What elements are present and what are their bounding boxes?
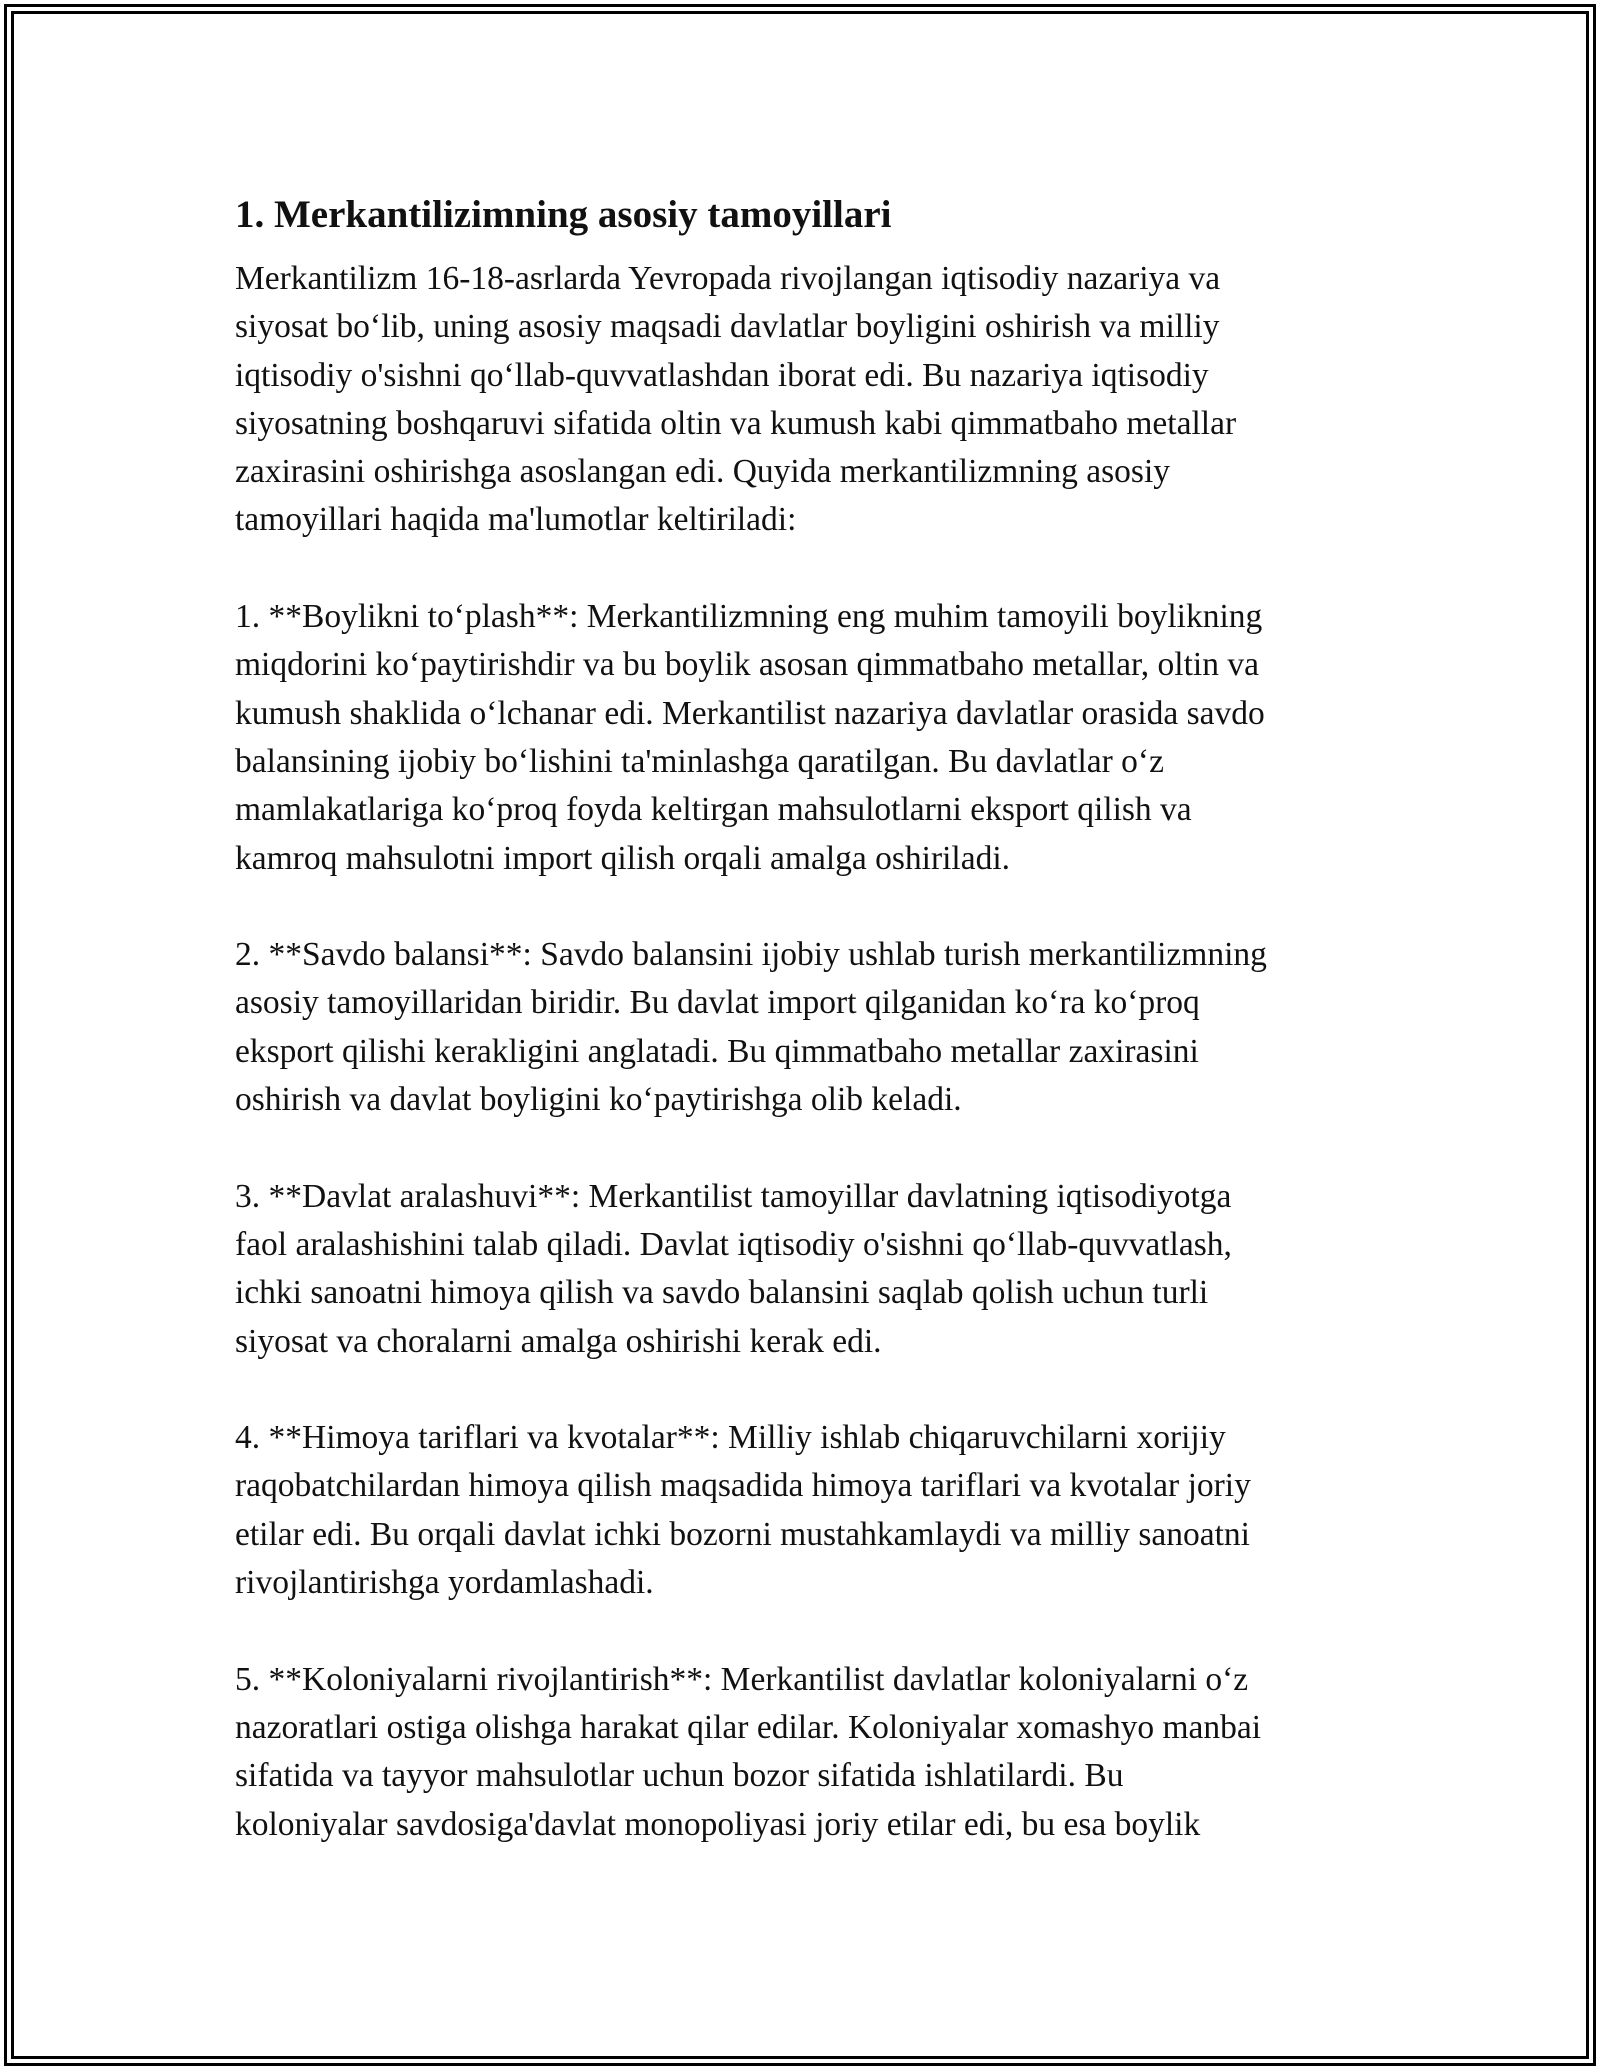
text-line: siyosat va choralarni amalga oshirishi kerak edi. [235, 1322, 882, 1360]
text-line: zaxirasini oshirishga asoslangan edi. Quyida merkantilizmning asosiy [235, 453, 1171, 491]
paragraph-state-intervention [235, 1173, 1375, 1366]
text-line: sifatida va tayyor mahsulotlar uchun bozor sifatida ishlatilardi. Bu [235, 1757, 1124, 1795]
document-body [235, 185, 1375, 1897]
text-line: faol aralashishini talab qiladi. Davlat iqtisodiy o'sishni qo‘llab-quvvatlash, [235, 1225, 1232, 1263]
text-line: siyosatning boshqaruvi sifatida oltin va kumush kabi qimmatbaho metallar [235, 404, 1237, 442]
text-line: tamoyillari haqida ma'lumotlar keltiriladi: [235, 501, 797, 539]
text-line: miqdorini ko‘paytirishdir va bu boylik asosan qimmatbaho metallar, oltin va [235, 646, 1259, 684]
text-line: Merkantilizm 16-18-asrlarda Yevropada rivojlangan iqtisodiy nazariya va [235, 260, 1221, 297]
text-line: oshirish va davlat boyligini ko‘paytirishga olib keladi. [235, 1081, 962, 1119]
text-line: 1. **Boylikni to‘plash**: Merkantilizmning eng muhim tamoyili boylikning [235, 598, 1263, 636]
section-heading: 1. Merkantilizimning asosiy tamoyillari [235, 193, 892, 236]
text-line: eksport qilishi kerakligini anglatadi. Bu qimmatbaho metallar zaxirasini [235, 1032, 1199, 1070]
text-line: koloniyalar savdosiga'davlat monopoliyasi joriy etilar edi, bu esa boylik [235, 1805, 1201, 1843]
text-line: 4. **Himoya tariflari va kvotalar**: Milliy ishlab chiqaruvchilarni xorijiy [235, 1419, 1226, 1457]
text-line: asosiy tamoyillaridan biridir. Bu davlat import qilganidan ko‘ra ko‘proq [235, 984, 1200, 1022]
text-line: 3. **Davlat aralashuvi**: Merkantilist tamoyillar davlatning iqtisodiyotga [235, 1177, 1232, 1215]
paragraph-wealth-accumulation [235, 593, 1375, 883]
text-line: raqobatchilardan himoya qilish maqsadida himoya tariflari va kvotalar joriy [235, 1467, 1251, 1505]
text-line: kamroq mahsulotni import qilish orqali amalga oshiriladi. [235, 839, 1011, 877]
text-line: ichki sanoatni himoya qilish va savdo balansini saqlab qolish uchun turli [235, 1274, 1209, 1312]
paragraph-colonies [235, 1656, 1375, 1849]
text-line: balansining ijobiy bo‘lishini ta'minlashga qaratilgan. Bu davlatlar o‘z [235, 742, 1164, 780]
text-line: 5. **Koloniyalarni rivojlantirish**: Merkantilist davlatlar koloniyalarni o‘z [235, 1660, 1249, 1698]
paragraph-protective-tariffs [235, 1414, 1375, 1607]
text-line: mamlakatlariga ko‘proq foyda keltirgan mahsulotlarni eksport qilish va [235, 791, 1192, 829]
paragraph-intro [235, 255, 1375, 545]
text-line: 2. **Savdo balansi**: Savdo balansini ijobiy ushlab turish merkantilizmning [235, 936, 1267, 974]
paragraph-trade-balance [235, 931, 1375, 1124]
text-line: nazoratlari ostiga olishga harakat qilar edilar. Koloniyalar xomashyo manbai [235, 1708, 1262, 1746]
text-line: rivojlantirishga yordamlashadi. [235, 1564, 654, 1602]
text-line: siyosat bo‘lib, uning asosiy maqsadi davlatlar boyligini oshirish va milliy [235, 308, 1220, 346]
text-line: etilar edi. Bu orqali davlat ichki bozorni mustahkamlaydi va milliy sanoatni [235, 1515, 1250, 1553]
text-line: iqtisodiy o'sishni qo‘llab-quvvatlashdan iborat edi. Bu nazariya iqtisodiy [235, 356, 1209, 394]
text-line: kumush shaklida o‘lchanar edi. Merkantilist nazariya davlatlar orasida savdo [235, 694, 1265, 732]
